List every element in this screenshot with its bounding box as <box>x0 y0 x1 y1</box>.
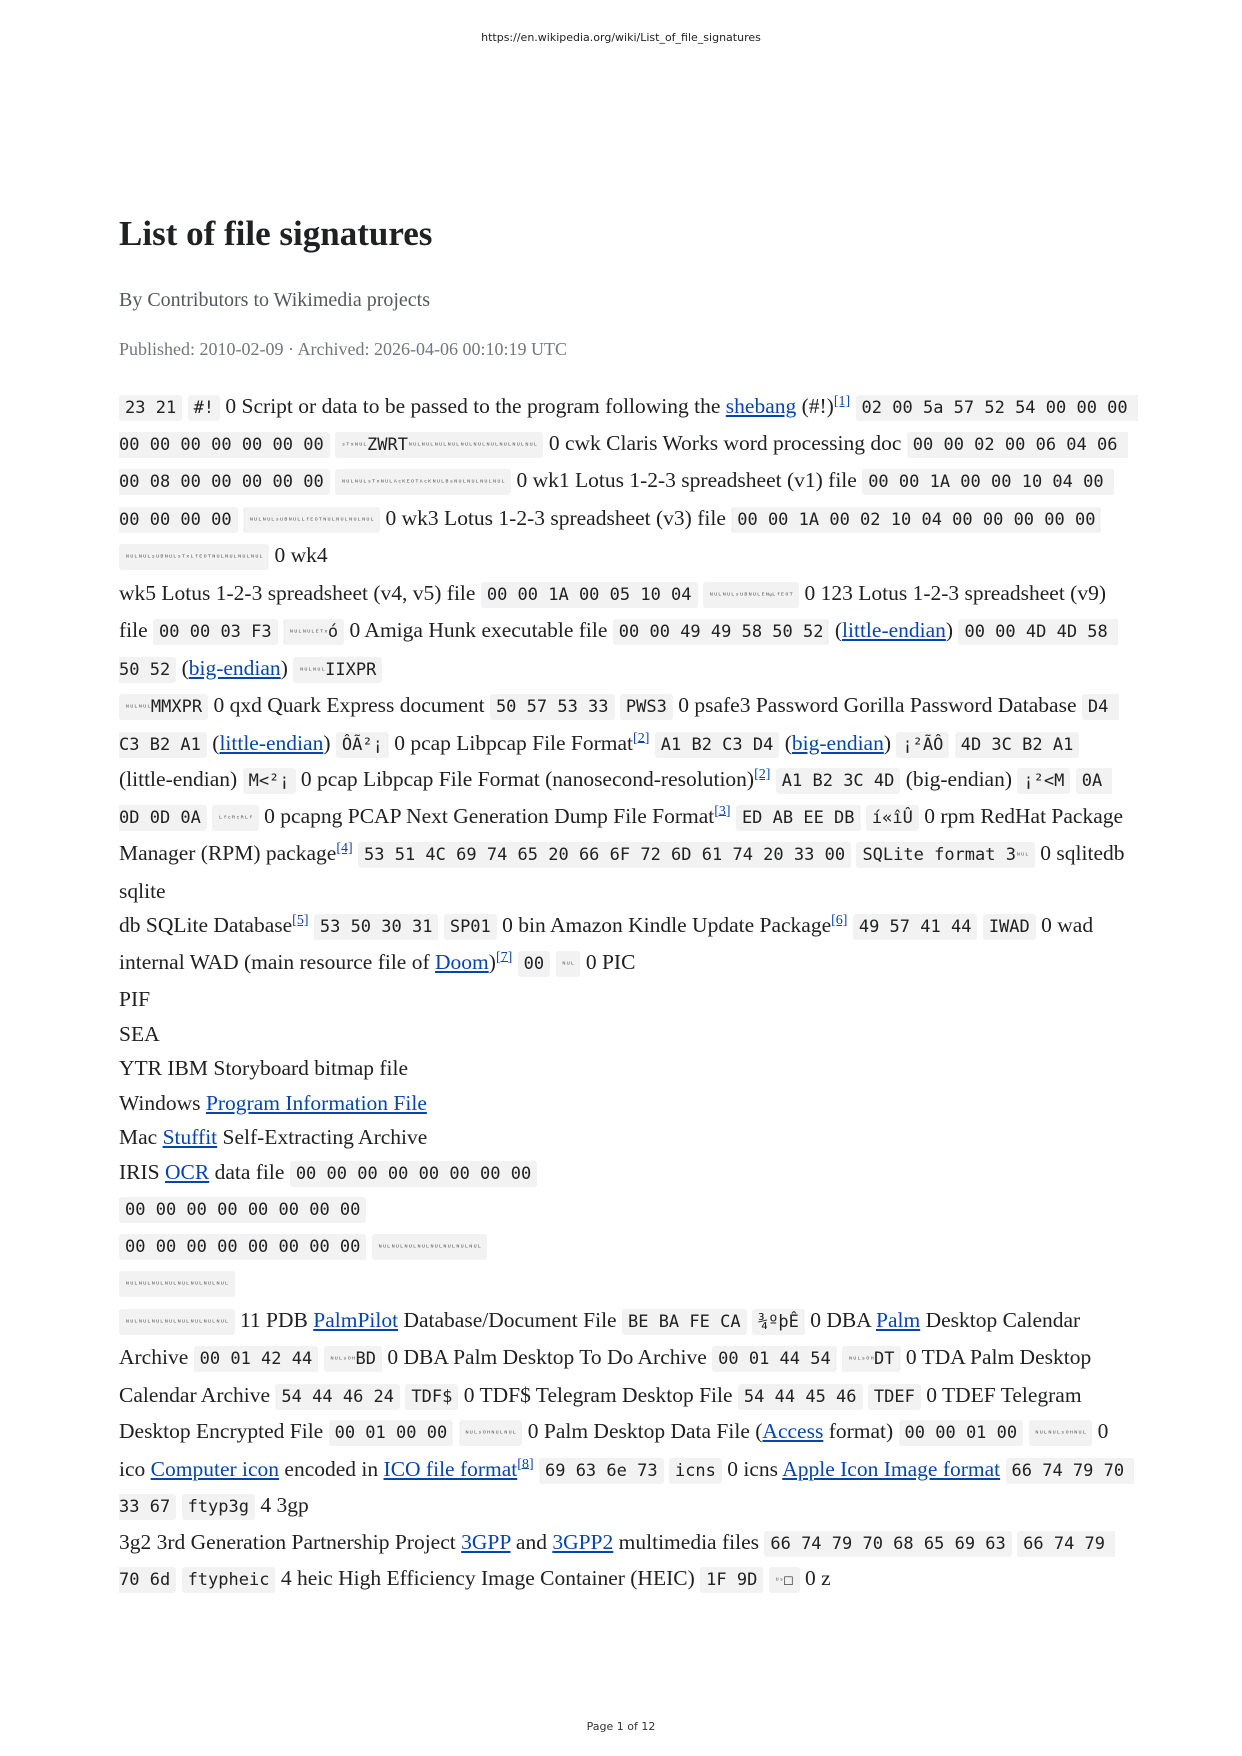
body-text: Database/Document File <box>398 1307 622 1332</box>
footnote-link[interactable]: [4] <box>336 840 353 856</box>
ascii-code: í«îÛ <box>866 805 919 831</box>
footnote-ref <box>292 913 308 928</box>
hex-code: 00 01 44 54 <box>712 1346 837 1372</box>
link-3gpp[interactable]: 3GPP <box>461 1529 511 1554</box>
footnote-link[interactable]: [2] <box>633 730 650 746</box>
link-ico-file-format[interactable]: ICO file format <box>383 1456 518 1481</box>
hex-code: 54 44 45 46 <box>738 1384 863 1410</box>
link-doom[interactable]: Doom <box>435 949 489 974</box>
control-chars: ᴺᵁᴸᴺᵁᴸ <box>125 703 151 712</box>
body-text: ( <box>206 730 220 755</box>
link-access[interactable]: Access <box>762 1419 824 1443</box>
article-body <box>119 389 1138 1599</box>
footnote-ref <box>517 1456 533 1471</box>
hex-code: 0A 0D 0D 0A <box>119 768 1112 831</box>
ascii-code <box>372 1234 488 1260</box>
link-computer-icon[interactable]: Computer icon <box>150 1456 280 1481</box>
control-chars: ˢᵀˣᴺᵁᴸ <box>341 440 367 450</box>
footnote-ref <box>633 730 649 745</box>
link-little-endian[interactable]: little-endian <box>842 618 946 642</box>
control-chars: ᴺᵁᴸˢᴼᴴ <box>329 1355 356 1364</box>
footnote-ref <box>831 913 847 928</box>
control-chars: ᴸᶠᶜᴿᶜᴿᴸᶠ <box>218 813 253 823</box>
body-text: Windows <box>119 1090 206 1115</box>
body-text: IRIS <box>119 1159 165 1184</box>
page-title: List of file signatures <box>119 214 433 253</box>
ascii-code: TDF$ <box>405 1384 458 1410</box>
body-text: (#!) <box>796 394 834 418</box>
ascii-code: IWAD <box>983 914 1036 940</box>
ascii-code <box>283 619 344 645</box>
footnote-link[interactable]: [7] <box>495 949 513 965</box>
hex-code: 00 00 00 00 00 00 00 00 <box>119 1234 366 1260</box>
footnote-link[interactable]: [6] <box>831 912 848 928</box>
body-text: encoded in <box>279 1456 384 1481</box>
ascii-text: IIXPR <box>325 659 377 680</box>
ascii-code <box>119 1309 235 1335</box>
hex-code: 00 00 49 49 58 50 52 <box>613 619 830 645</box>
ascii-code: #! <box>188 395 220 421</box>
control-chars: ᴺᵁᴸˢᴼᴴ <box>848 1355 875 1364</box>
body-text: (little-endian) <box>119 767 243 791</box>
body-text: 3g2 3rd Generation Partnership Project <box>119 1529 462 1554</box>
hex-code: 00 00 02 00 06 04 06 00 08 00 00 00 00 00 <box>119 432 1128 496</box>
body-text: 0 pcap Libpcap File Format (nanosecond-resolution) <box>295 767 755 791</box>
ascii-text: ZWRT <box>366 434 408 455</box>
ascii-text: SQLite format 3 <box>862 845 1016 865</box>
hex-code: A1 B2 3C 4D <box>776 768 901 794</box>
hex-code: 23 21 <box>119 395 182 421</box>
body-text: and <box>510 1529 553 1554</box>
ascii-code <box>769 1567 800 1593</box>
body-text: db SQLite Database <box>119 913 293 937</box>
control-chars: ᴺᵁᴸ <box>1015 851 1029 860</box>
control-chars: ᴺᵁᴸᴺᵁᴸᴺᵁᴸᴺᵁᴸᴺᵁᴸᴺᵁᴸᴺᵁᴸᴺᵁᴸ <box>377 1242 482 1252</box>
footnote-link[interactable]: [1] <box>833 393 851 409</box>
control-chars: ᴺᵁᴸᴺᵁᴸᴱᵀˣ <box>289 628 328 637</box>
link-big-endian[interactable]: big-endian <box>791 730 884 755</box>
control-chars: ᴺᵁᴸᴺᵁᴸˢᵁᴮᴺᵁᴸᴱᴺᵠᴸᶠᴱᴼᵀ <box>708 590 794 600</box>
hex-code: 00 00 4D 4D 58 50 52 <box>119 619 1118 683</box>
publish-meta: Published: 2010-02-09 · Archived: 2026-04-06 00:10:19 UTC <box>119 339 567 359</box>
hex-code: 02 00 5a 57 52 54 00 00 00 00 00 00 00 00 00 00 <box>119 395 1138 458</box>
hex-code: 4D 3C B2 A1 <box>955 732 1080 758</box>
body-text: 0 DBA Palm Desktop To Do Archive <box>381 1345 713 1369</box>
hex-code: 00 00 00 00 00 00 00 00 <box>290 1161 537 1187</box>
body-text: 0 pcapng PCAP Next Generation Dump File Format <box>258 803 715 828</box>
ascii-code <box>556 951 581 977</box>
ascii-code <box>335 469 511 495</box>
control-chars: ᴺᵁᴸᴺᵁᴸˢᴼᴴᴺᵁᴸ <box>1034 1429 1087 1438</box>
ascii-code: SP01 <box>444 914 497 940</box>
hex-code: 00 00 00 00 00 00 00 00 <box>119 1197 366 1223</box>
footnote-ref <box>754 767 770 782</box>
ascii-code <box>459 1420 523 1446</box>
hex-code: 00 01 00 00 <box>329 1420 454 1446</box>
ascii-code <box>703 582 799 608</box>
hex-code: 66 74 79 70 6d <box>119 1531 1115 1594</box>
control-chars: ᴺᵁᴸ <box>561 959 575 969</box>
ascii-text: BD <box>355 1349 376 1369</box>
ascii-code <box>212 805 259 831</box>
hex-code: 50 57 53 33 <box>490 694 615 720</box>
body-text: 0 pcap Libpcap File Format <box>388 730 634 755</box>
body-text: 0 123 Lotus 1-2-3 spreadsheet (v9) file <box>119 580 1106 642</box>
body-text: 0 sqlitedb <box>1034 841 1125 865</box>
hex-code: 1F 9D <box>700 1567 763 1593</box>
ascii-code <box>335 432 543 458</box>
body-text: 0 PIC <box>580 949 636 974</box>
body-text: 4 heic High Efficiency Image Container (HEIC) <box>275 1566 701 1590</box>
hex-code: ED AB EE DB <box>736 805 861 831</box>
body-text: sqlite <box>119 878 166 903</box>
hex-code: BE BA FE CA <box>622 1309 747 1335</box>
body-text: 0 wk3 Lotus 1-2-3 spreadsheet (v3) file <box>380 505 732 530</box>
body-text: ) <box>488 949 496 974</box>
footnote-link[interactable]: [8] <box>517 1456 534 1472</box>
body-text: 0 psafe3 Password Gorilla Password Database <box>672 693 1082 717</box>
byline: By Contributors to Wikimedia projects <box>119 289 431 311</box>
body-text: ( <box>779 730 792 755</box>
body-text: ) <box>323 730 331 755</box>
body-text: 0 icns <box>721 1456 783 1481</box>
hex-code: 69 63 6e 73 <box>539 1458 664 1484</box>
ascii-code: ÔÃ²¡ <box>336 732 389 758</box>
footnote-ref <box>496 949 512 964</box>
hex-code: 00 00 03 F3 <box>153 619 278 645</box>
body-text: ) <box>883 730 892 755</box>
body-text: Mac <box>119 1125 163 1149</box>
hex-code: 00 <box>518 951 550 977</box>
body-text: 0 wad internal WAD (main resource file of <box>119 913 1094 974</box>
body-text: PIF <box>119 987 151 1011</box>
body-text: 0 ico <box>119 1419 1109 1481</box>
ascii-code <box>842 1346 900 1372</box>
ascii-code <box>324 1346 382 1372</box>
hex-code: 53 50 30 31 <box>314 914 439 940</box>
control-chars: ᴺᵁᴸˢᴼᴴᴺᵁᴸᴺᵁᴸ <box>464 1429 517 1438</box>
ascii-code <box>856 842 1034 868</box>
ascii-code: ftyp3g <box>182 1494 255 1520</box>
body-text: 0 rpm RedHat Package Manager (RPM) package <box>119 803 1124 865</box>
ascii-text: ó <box>327 622 339 642</box>
ascii-code: icns <box>669 1458 722 1484</box>
body-text: YTR IBM Storyboard bitmap file <box>119 1056 409 1080</box>
link-apple-icon-image-format[interactable]: Apple Icon Image format <box>782 1456 1001 1481</box>
footnote-ref <box>336 841 352 856</box>
footnote-link[interactable]: [5] <box>292 912 309 928</box>
body-text: format) <box>823 1419 899 1443</box>
body-text: ( <box>829 618 843 642</box>
hex-code: 00 00 1A 00 00 10 04 00 00 00 00 00 <box>119 469 1114 533</box>
control-chars: ᴺᵁᴸᴺᵁᴸ <box>299 665 326 675</box>
replacement-glyph: ☐ <box>783 1570 794 1590</box>
control-chars: ᴺᵁᴸᴺᵁᴸˢᵀˣᴺᵁᴸᴬᶜᴷᴱᴼᵀᴬᶜᴷᴺᵁᴸᴮˢᴺᵁᴸᴺᵁᴸᴺᵁᴸᴺᵁᴸ <box>341 478 506 487</box>
control-chars: ᴺᵁᴸᴺᵁᴸᴺᵁᴸᴺᵁᴸᴺᵁᴸᴺᵁᴸᴺᵁᴸᴺᵁᴸᴺᵁᴸᴺᵁᴸ <box>407 440 538 450</box>
ascii-code: ¡²<M <box>1017 768 1070 794</box>
control-chars: ᴺᵁᴸᴺᵁᴸᴺᵁᴸᴺᵁᴸᴺᵁᴸᴺᵁᴸᴺᵁᴸᴺᵁᴸ <box>125 1280 229 1289</box>
body-text: 0 DBA <box>804 1307 876 1332</box>
body-text: Desktop Calendar Archive <box>119 1307 1081 1369</box>
body-text: 0 wk1 Lotus 1-2-3 spreadsheet (v1) file <box>511 468 863 492</box>
hex-code: 66 74 79 70 33 67 <box>119 1458 1134 1521</box>
body-text: 0 cwk Claris Works word processing doc <box>543 430 907 455</box>
ascii-code: ¡²ÃÔ <box>896 732 949 758</box>
page-url-header: https://en.wikipedia.org/wiki/List_of_file_signatures <box>481 31 761 44</box>
ascii-code <box>1029 1420 1093 1446</box>
control-chars: ᴺᵁᴸᴺᵁᴸˢᵁᴮᴺᵁᴸᴸᶠᴱᴼᵀᴺᵁᴸᴺᵁᴸᴺᵁᴸᴺᵁᴸ <box>248 515 375 525</box>
link-palmpilot[interactable]: PalmPilot <box>313 1307 399 1332</box>
hex-code: 66 74 79 70 68 65 69 63 <box>764 1531 1011 1557</box>
ascii-code: TDEF <box>868 1384 921 1410</box>
body-text: 0 TDEF Telegram Desktop Encrypted File <box>119 1382 1082 1443</box>
hex-code: 00 01 42 44 <box>194 1346 319 1372</box>
body-text: ) <box>280 655 288 680</box>
body-text: data file <box>209 1159 290 1184</box>
body-text: 0 TDF$ Telegram Desktop File <box>458 1382 738 1407</box>
link-stuffit[interactable]: Stuffit <box>162 1125 218 1149</box>
footnote-ref <box>714 803 730 818</box>
footnote-link[interactable]: [3] <box>714 803 731 819</box>
link-palm[interactable]: Palm <box>876 1307 921 1332</box>
body-text: 0 qxd Quark Express document <box>208 693 490 717</box>
hex-code: 53 51 4C 69 74 65 20 66 6F 72 6D 61 74 20 33 00 <box>358 842 851 868</box>
body-text: 0 Script or data to be passed to the program following the <box>220 394 726 418</box>
body-text: multimedia files <box>613 1529 765 1554</box>
footnote-ref <box>834 394 850 409</box>
hex-code: 00 00 1A 00 05 10 04 <box>481 582 698 608</box>
control-chars: ᴺᵁᴸᴺᵁᴸᴺᵁᴸᴺᵁᴸᴺᵁᴸᴺᵁᴸᴺᵁᴸᴺᵁᴸ <box>125 1317 229 1327</box>
hex-code: 54 44 46 24 <box>275 1384 400 1410</box>
body-text: (big-endian) <box>900 767 1018 791</box>
hex-code: A1 B2 C3 D4 <box>655 732 780 758</box>
body-text: Self-Extracting Archive <box>217 1125 428 1149</box>
ascii-code <box>119 544 269 570</box>
body-text: ) <box>945 618 954 642</box>
page-number: Page 1 of 12 <box>586 1720 656 1733</box>
body-text: SEA <box>119 1021 160 1046</box>
body-text: 0 z <box>799 1566 831 1590</box>
link-big-endian[interactable]: big-endian <box>188 655 281 680</box>
body-text: 0 wk4 <box>269 543 328 567</box>
link-ocr[interactable]: OCR <box>165 1159 210 1184</box>
ascii-code: ftypheic <box>182 1567 276 1593</box>
hex-code: 49 57 41 44 <box>853 914 978 940</box>
link-little-endian[interactable]: little-endian <box>219 730 324 755</box>
body-text: 4 3gp <box>254 1493 309 1517</box>
ascii-code: PWS3 <box>620 694 673 720</box>
control-chars: ᴺᵁᴸᴺᵁᴸˢᵁᴮᴺᵁᴸˢᵀˣᴸᶠᴱᴼᵀᴺᵁᴸᴺᵁᴸᴺᵁᴸᴺᵁᴸ <box>125 553 264 562</box>
body-text: 0 TDA Palm Desktop Calendar Archive <box>119 1345 1092 1407</box>
hex-code: 00 00 1A 00 02 10 04 00 00 00 00 00 <box>731 507 1101 533</box>
hex-code: D4 C3 B2 A1 <box>119 694 1119 758</box>
ascii-code <box>119 1271 235 1297</box>
ascii-code <box>119 694 208 720</box>
link-shebang[interactable]: shebang <box>725 394 797 418</box>
control-chars: ᵁˢ <box>774 1576 784 1585</box>
link-program-information-file[interactable]: Program Information File <box>205 1090 427 1115</box>
ascii-text: DT <box>874 1349 895 1369</box>
hex-code: 00 00 01 00 <box>899 1420 1024 1446</box>
ascii-text: MMXPR <box>150 697 203 717</box>
body-text: 11 PDB <box>234 1307 314 1332</box>
ascii-code <box>243 507 380 533</box>
footnote-link[interactable]: [2] <box>754 766 771 782</box>
body-text: 0 bin Amazon Kindle Update Package <box>496 913 832 937</box>
ascii-code: ¾ºþÊ <box>752 1309 805 1335</box>
ascii-code <box>293 657 382 683</box>
body-text: wk5 Lotus 1-2-3 spreadsheet (v4, v5) file <box>119 580 481 605</box>
link-3gpp2[interactable]: 3GPP2 <box>552 1529 614 1554</box>
body-text: 0 Palm Desktop Data File ( <box>522 1419 763 1443</box>
body-text: 0 Amiga Hunk executable file <box>344 618 613 642</box>
ascii-code: M<²¡ <box>243 768 296 794</box>
body-text: ( <box>176 655 189 680</box>
